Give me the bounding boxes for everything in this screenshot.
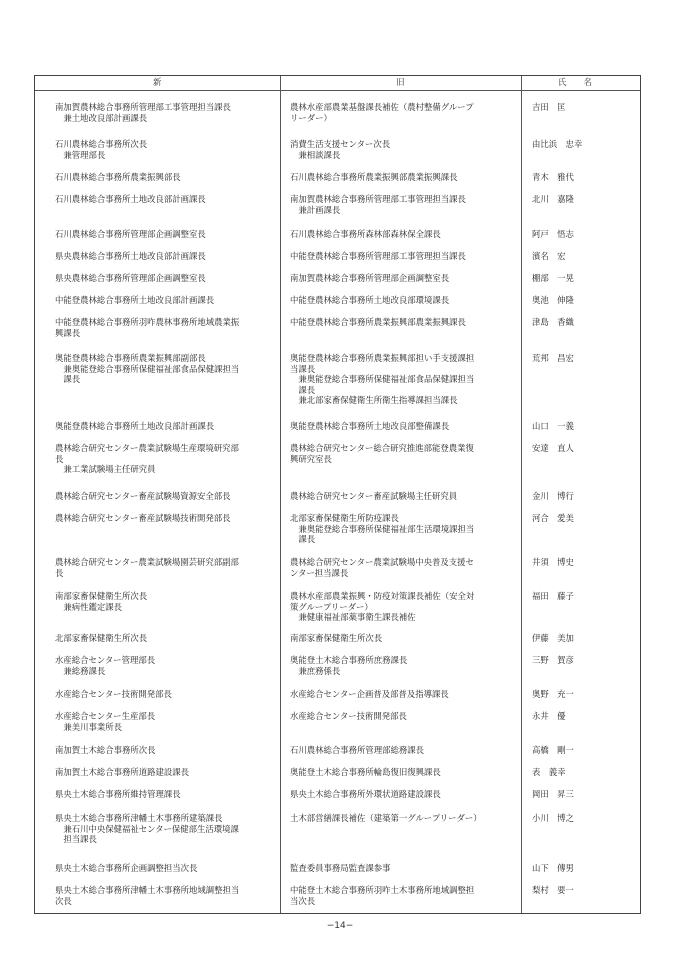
person-name: 阿戸 悟志 [532,229,574,239]
new-position: 県央土木総合事務所維持管理課長 [55,789,181,799]
old-position: 奥能登農林総合事務所農業振興部担い手支援課担 当課長 兼奥能登総合事務所保健福祉部食品保健課担当 課長 兼北部家畜保健衛生所衛生指導課担当課長 [290,353,475,405]
person-name: 青木 雅代 [532,172,574,182]
person-name: 永井 優 [532,711,566,721]
old-position: 奥能登土木総合事務所庶務課長 兼庶務係長 [290,655,408,676]
table-header [35,76,640,91]
new-position: 石川農林総合事務所次長 兼管理部長 [55,139,148,160]
person-name: 河合 愛美 [532,513,574,523]
old-position: 中能登土木総合事務所羽咋土木事務所地域調整担 当次長 [290,885,475,906]
new-position: 石川農林総合事務所土地改良部計画課長 [55,194,206,204]
new-position: 中能登農林総合事務所土地改良部計画課長 [55,295,215,305]
new-position: 県央農林総合事務所管理部企画調整室長 [55,273,206,283]
old-position: 消費生活支援センター次長 兼相談課長 [290,139,391,160]
person-name: 北川 嘉隆 [532,194,574,204]
old-position: 北部家畜保健衛生所防疫課長 兼奥能登総合事務所保健福祉部生活環境課担当 課長 [290,513,475,544]
person-name: 安達 直人 [532,443,574,453]
old-position: 石川農林総合事務所管理部総務課長 [290,745,424,755]
old-position: 石川農林総合事務所農業振興部農業振興課長 [290,172,458,182]
new-position: 農林総合研究センター畜産試験場資源安全部長 [55,491,231,501]
old-position: 南部家畜保健衛生所次長 [290,633,383,643]
new-position: 県央土木総合事務所津幡土木事務所地域調整担当 次長 [55,885,240,906]
new-position: 南加賀土木総合事務所次長 [55,745,156,755]
new-position: 水産総合センター管理部長 兼総務課長 [55,655,156,676]
old-position: 県央土木総合事務所外環状道路建設課長 [290,789,441,799]
person-name: 小川 博之 [532,813,574,823]
person-name: 金川 博行 [532,491,574,501]
old-position: 中能登農林総合事務所農業振興部農業振興課長 [290,317,466,327]
old-position: 農林水産部農業基盤課長補佐（農村整備グループ リーダー） [290,102,474,123]
new-position: 北部家畜保健衛生所次長 [55,633,148,643]
old-position: 土木部営繕課長補佐（建築第一グループリーダー） [290,813,482,823]
old-position: 農林総合研究センター総合研究推進部能登農業復 興研究室長 [290,443,474,464]
old-position: 中能登農林総合事務所土地改良部環境課長 [290,295,450,305]
new-position: 県央土木総合事務所津幡土木事務所建築課長 兼石川中央保健福祉センター保健部生活環境課 担当課長 [55,813,239,844]
page-number: −14− [326,921,354,931]
new-position: 石川農林総合事務所農業振興部長 [55,172,181,182]
person-name: 表 義幸 [532,767,566,777]
old-position: 農林総合研究センター農業試験場中央普及支援セ ンター担当課長 [290,557,474,578]
new-position: 奥能登農林総合事務所土地改良部計画課長 [55,421,215,431]
old-position: 石川農林総合事務所森林部森林保全課長 [290,229,441,239]
person-name: 伊藤 美加 [532,633,574,643]
person-name: 吉田 匡 [532,102,566,112]
new-position: 南部家畜保健衛生所次長 兼病性鑑定課長 [55,591,148,612]
new-position: 県央農林総合事務所土地改良部計画課長 [55,251,206,261]
new-position: 水産総合センター生産部長 兼美川事業所長 [55,711,156,732]
person-name: 津島 香織 [532,317,574,327]
new-position: 水産総合センター技術開発部長 [55,689,172,699]
person-name: 高橋 剛一 [532,745,574,755]
person-name: 井須 博史 [532,557,574,567]
old-position: 中能登農林総合事務所管理部工事管理担当課長 [290,251,466,261]
header-old: 旧 [396,78,405,88]
person-name: 奥野 充一 [532,689,574,699]
old-position: 農林総合研究センター畜産試験場主任研究員 [290,491,458,501]
person-name: 濱名 宏 [532,251,566,261]
person-name: 福田 藤子 [532,591,574,601]
person-name: 棚部 一晃 [532,273,574,283]
person-name: 梨村 要一 [532,885,574,895]
new-position: 農林総合研究センター畜産試験場技術開発部長 [55,513,231,523]
old-position: 奥能登農林総合事務所土地改良部整備課長 [290,421,450,431]
old-position: 水産総合センター企画普及部普及指導課長 [290,689,449,699]
person-name: 奥池 伸隆 [532,295,574,305]
new-position: 県央土木総合事務所企画調整担当次長 [55,863,198,873]
person-name: 山下 傳男 [532,863,574,873]
old-position: 奥能登土木総合事務所輪島復旧復興課長 [290,767,441,777]
column-divider-1 [280,76,281,913]
header-name: 氏 名 [558,78,593,88]
person-name: 三野 賀彦 [532,655,574,665]
new-position: 中能登農林総合事務所羽咋農林事務所地域農業振 興課長 [55,317,240,338]
new-position: 農林総合研究センター農業試験場園芸研究部副部 長 [55,557,239,578]
person-name: 由比浜 忠幸 [532,139,583,149]
new-position: 石川農林総合事務所管理部企画調整室長 [55,229,206,239]
old-position: 監査委員事務局監査課参事 [290,863,391,873]
person-name: 荒邦 昌宏 [532,353,574,363]
new-position: 農林総合研究センター農業試験場生産環境研究部 長 兼工業試験場主任研究員 [55,443,239,474]
new-position: 南加賀土木総合事務所道路建設課長 [55,767,189,777]
person-name: 山口 一義 [532,421,574,431]
old-position: 水産総合センター技術開発部長 [290,711,407,721]
personnel-table [34,75,641,914]
header-new: 新 [153,78,162,88]
old-position: 南加賀農林総合事務所管理部企画調整室長 [290,273,450,283]
new-position: 奥能登農林総合事務所農業振興部副部長 兼奥能登総合事務所保健福祉部食品保健課担当 課長 [55,353,240,384]
new-position: 南加賀農林総合事務所管理部工事管理担当課長 兼土地改良部計画課長 [55,102,231,123]
column-divider-2 [521,76,522,913]
old-position: 南加賀農林総合事務所管理部工事管理担当課長 兼計画課長 [290,194,466,215]
person-name: 岡田 昇三 [532,789,574,799]
old-position: 農林水産部農業振興・防疫対策課長補佐（安全対 策グループリーダー） 兼健康福祉部薬事衛生課長補佐 [290,591,475,622]
